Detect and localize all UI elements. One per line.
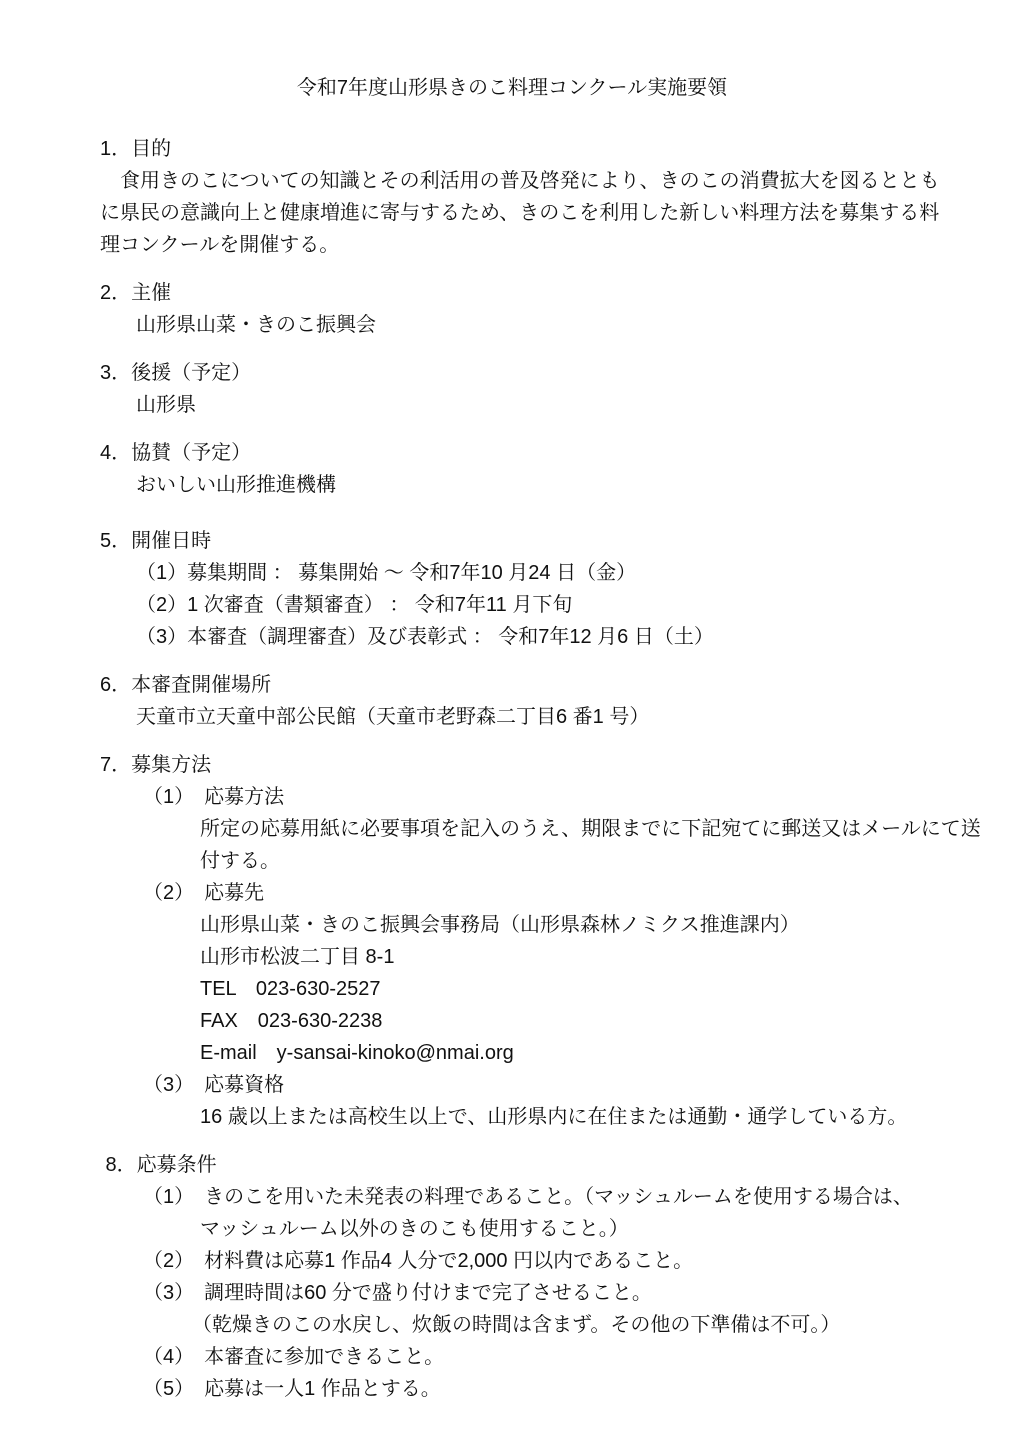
document-sections	[100, 133, 984, 1405]
section	[100, 669, 984, 733]
text-line: （5） 応募は一人1 作品とする。	[143, 1378, 441, 1400]
text-line: マッシュルーム以外のきのこも使用すること。）	[200, 1218, 629, 1240]
text-line: （乾燥きのこの水戻し、炊飯の時間は含まず。その他の下準備は不可。）	[192, 1314, 841, 1336]
text-line: おいしい山形推進機構	[136, 474, 336, 496]
text-line: 理コンクールを開催する。	[100, 234, 340, 256]
text-line: （1）募集期間 ： 募集開始 ～ 令和7年10 月24 日（金）	[136, 562, 637, 584]
text-line: 山形市松波二丁目 8-1	[200, 946, 395, 968]
text-line: 16 歳以上または高校生以上で、山形県内に在住または通勤・通学している方。	[200, 1106, 908, 1128]
section	[100, 277, 984, 341]
text-line: 所定の応募用紙に必要事項を記入のうえ、期限までに下記宛てに郵送又はメールにて送	[200, 818, 981, 840]
section	[100, 749, 984, 1133]
section	[100, 133, 984, 261]
text-line: （3） 応募資格	[143, 1074, 285, 1096]
text-line: （2） 材料費は応募1 作品4 人分で2,000 円以内であること。	[143, 1250, 694, 1272]
text-line: （3） 調理時間は60 分で盛り付けまで完了させること。	[143, 1282, 652, 1304]
section-heading: 8．応募条件	[100, 1154, 217, 1176]
text-line: 食用きのこについての知識とその利活用の普及啓発により、きのこの消費拡大を図るととも	[100, 170, 940, 192]
text-line: FAX 023-630-2238	[200, 1010, 383, 1032]
section	[100, 437, 984, 501]
section-heading: 7．募集方法	[100, 754, 212, 776]
text-line: （3）本審査（調理審査）及び表彰式 ： 令和7年12 月6 日（土）	[136, 626, 714, 648]
section-heading: 3．後援（予定）	[100, 362, 252, 384]
text-line: に県民の意識向上と健康増進に寄与するため、きのこを利用した新しい料理方法を募集する料	[100, 202, 940, 224]
text-line: （2）1 次審査（書類審査） ： 令和7年11 月下旬	[136, 594, 573, 616]
text-line: 天童市立天童中部公民館（天童市老野森二丁目6 番1 号）	[136, 706, 650, 728]
text-line: TEL 023-630-2527	[200, 978, 381, 1000]
text-line: （1） きのこを用いた未発表の料理であること。（マッシュルームを使用する場合は、	[143, 1186, 913, 1208]
text-line: 付する。	[200, 850, 280, 872]
text-line: （4） 本審査に参加できること。	[143, 1346, 445, 1368]
section	[100, 357, 984, 421]
section	[100, 1149, 984, 1405]
document-title: 令和7年度山形県きのこ料理コンクール実施要領	[296, 77, 728, 99]
section-heading: 2．主催	[100, 282, 172, 304]
text-line: 山形県	[136, 394, 196, 416]
section-heading: 4．協賛（予定）	[100, 442, 252, 464]
section-heading: 6．本審査開催場所	[100, 674, 272, 696]
text-line: （2） 応募先	[143, 882, 265, 904]
section-heading: 5．開催日時	[100, 530, 212, 552]
text-line: （1） 応募方法	[143, 786, 285, 808]
text-line: 山形県山菜・きのこ振興会	[136, 314, 376, 336]
section	[100, 525, 984, 653]
section-heading: 1．目的	[100, 138, 172, 160]
text-line: E-mail y-sansai-kinoko@nmai.org	[200, 1042, 514, 1064]
text-line: 山形県山菜・きのこ振興会事務局（山形県森林ノミクス推進課内）	[200, 914, 800, 936]
